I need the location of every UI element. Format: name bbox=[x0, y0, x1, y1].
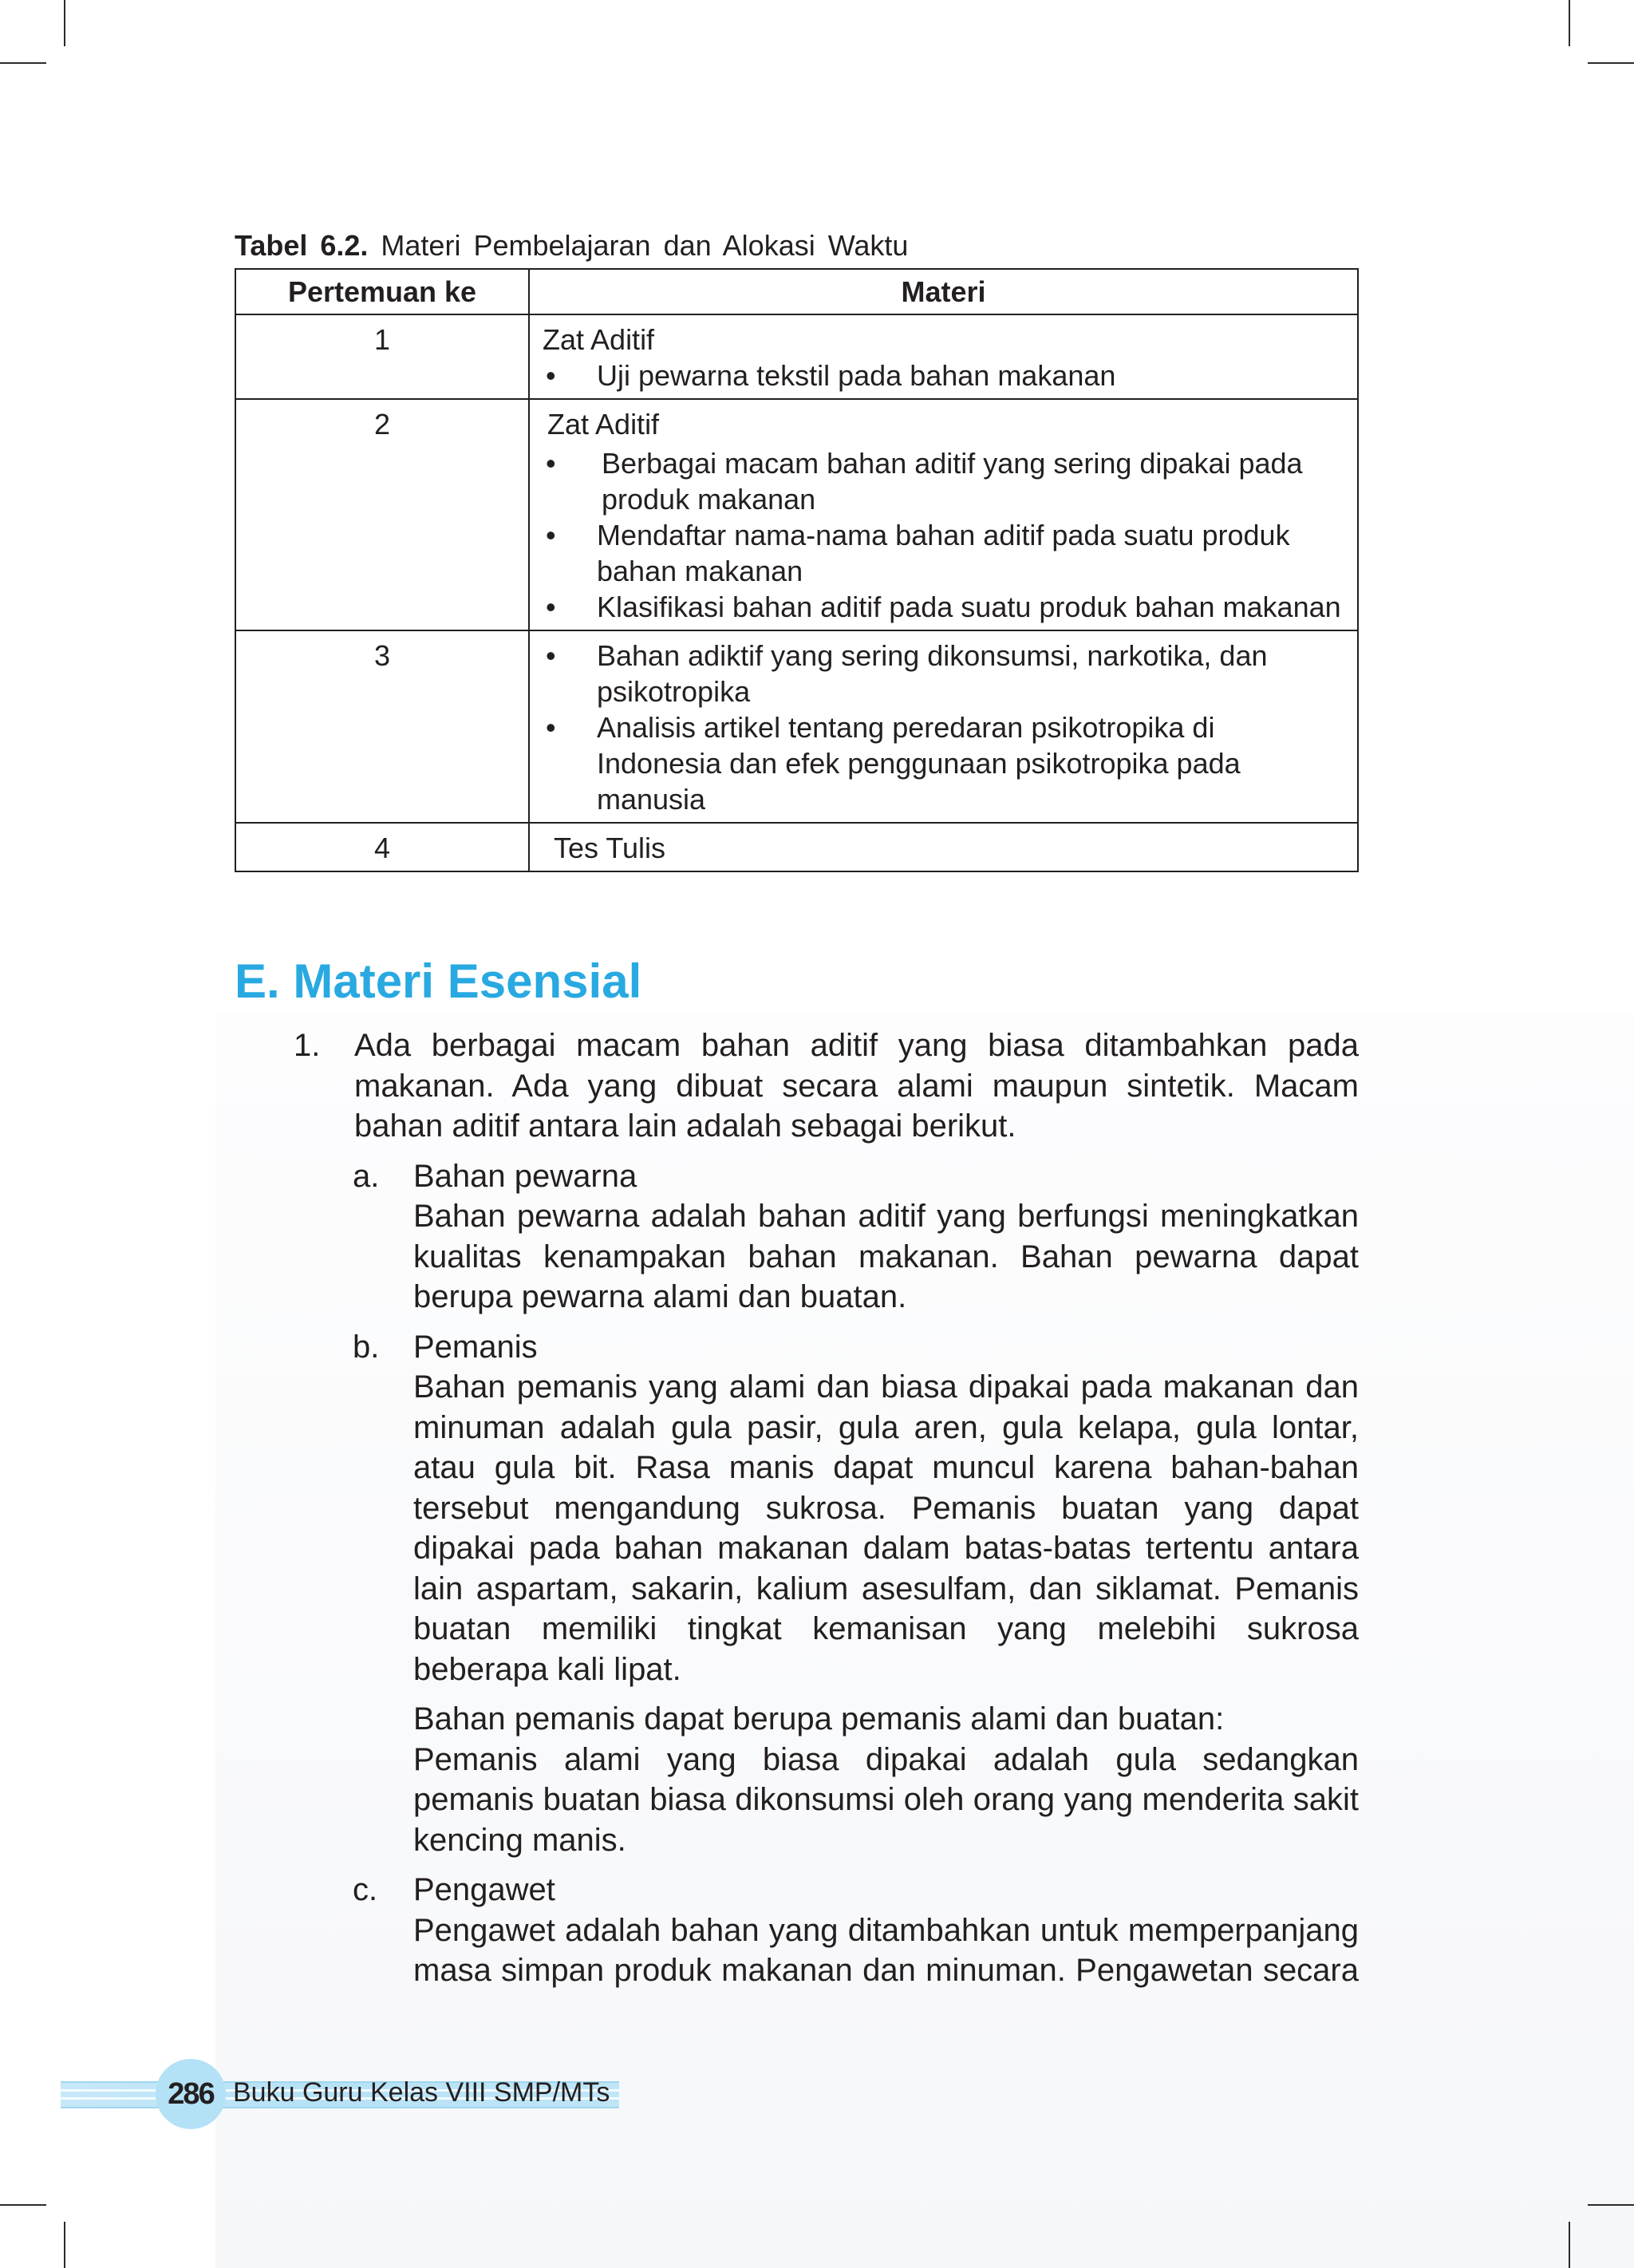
row-number: 4 bbox=[235, 823, 529, 871]
subitem-letter: b. bbox=[353, 1329, 380, 1365]
materi-bullet: • Uji pewarna tekstil pada bahan makanan bbox=[541, 358, 1346, 393]
row-materi bbox=[529, 823, 1358, 871]
subitem-body bbox=[413, 1156, 1359, 1318]
bullet-icon: • bbox=[546, 711, 556, 744]
lesson-schedule-table bbox=[235, 268, 1359, 872]
subitem-paragraph: Bahan pewarna adalah bahan aditif yang berfungsi meningkatkan kualitas kenampakan bahan makanan. Bahan pewarna dapat berupa pewarna alami dan buatan. bbox=[413, 1199, 1359, 1314]
materi-bullet: • Berbagai macam bahan aditif yang sering dipakai pada produk makanan bbox=[541, 445, 1346, 517]
crop-mark-bottom-left-h bbox=[0, 2204, 46, 2206]
header-pertemuan: Pertemuan ke bbox=[235, 269, 529, 314]
subitem-title: Pengawet bbox=[413, 1872, 555, 1907]
materi-bullet: • Analisis artikel tentang peredaran psikotropika di Indonesia dan efek penggunaan psikotropika pada manusia bbox=[541, 709, 1346, 817]
subitem-paragraph: Pemanis alami yang biasa dipakai adalah gula sedangkan pemanis buatan biasa dikonsumsi oleh orang yang menderita sakit kencing manis. bbox=[413, 1741, 1359, 1858]
subitem-paragraph: Bahan pemanis dapat berupa pemanis alami dan buatan: bbox=[413, 1701, 1225, 1737]
subitem-paragraph: Bahan pemanis yang alami dan biasa dipakai pada makanan dan minuman adalah gula pasir, gula aren, gula kelapa, gula lontar, atau gula bit. Rasa manis dapat muncul karena bahan-bahan tersebut mengandung sukrosa. Pemanis buatan yang dapat dipakai pada bahan makanan dalam batas-batas tertentu antara lain aspartam, sakarin, kalium asesulfam, dan siklamat. Pemanis buatan memiliki tingkat kemanisan yang melebihi sukrosa beberapa kali lipat. bbox=[413, 1369, 1359, 1687]
table-header-row bbox=[235, 269, 1358, 314]
subitem-paragraph: Pengawet adalah bahan yang ditambahkan untuk memperpanjang masa simpan produk makanan dan minuman. Pengawetan secara bbox=[413, 1912, 1359, 1988]
materi-title: Tes Tulis bbox=[554, 832, 666, 864]
materi-bullet: • Klasifikasi bahan aditif pada suatu produk bahan makanan bbox=[541, 589, 1346, 625]
materi-title: Zat Aditif bbox=[543, 323, 655, 356]
table-row bbox=[235, 399, 1358, 630]
crop-mark-top-left-v bbox=[64, 0, 65, 46]
table-caption-text: Materi Pembelajaran dan Alokasi Waktu bbox=[381, 229, 909, 262]
materi-title: Zat Aditif bbox=[547, 408, 660, 441]
subitem-b bbox=[353, 1327, 1359, 1861]
bullet-icon: • bbox=[546, 591, 556, 623]
materi-bullet: • Mendaftar nama-nama bahan aditif pada suatu produk bahan makanan bbox=[541, 517, 1346, 589]
table-row bbox=[235, 314, 1358, 399]
bullet-icon: • bbox=[546, 359, 556, 392]
subitem-body bbox=[413, 1870, 1359, 1991]
item-number: 1. bbox=[294, 1028, 321, 1063]
row-number: 3 bbox=[235, 630, 529, 823]
section-content bbox=[294, 1025, 1359, 1991]
list-item bbox=[294, 1025, 1359, 1991]
row-materi bbox=[529, 314, 1358, 399]
subitem-title: Pemanis bbox=[413, 1329, 538, 1365]
crop-mark-bottom-right-h bbox=[1588, 2204, 1634, 2206]
subitem-letter: c. bbox=[353, 1872, 378, 1907]
table-caption bbox=[235, 228, 908, 263]
page-number: 286 bbox=[168, 2077, 214, 2111]
crop-mark-top-right-h bbox=[1588, 62, 1634, 64]
row-number: 2 bbox=[235, 399, 529, 630]
materi-bullet: • Bahan adiktif yang sering dikonsumsi, narkotika, dan psikotropika bbox=[541, 638, 1346, 709]
bullet-icon: • bbox=[546, 447, 556, 480]
subitem-c bbox=[353, 1870, 1359, 1991]
item-intro: Ada berbagai macam bahan aditif yang biasa ditambahkan pada makanan. Ada yang dibuat secara alami maupun sintetik. Macam bahan aditif antara lain adalah sebagai berikut. bbox=[354, 1028, 1359, 1144]
subitem-body bbox=[413, 1327, 1359, 1861]
row-materi bbox=[529, 399, 1358, 630]
crop-mark-bottom-right-v bbox=[1569, 2222, 1570, 2268]
row-number: 1 bbox=[235, 314, 529, 399]
subitem-a bbox=[353, 1156, 1359, 1318]
table-caption-label: Tabel 6.2. bbox=[235, 229, 369, 262]
bullet-icon: • bbox=[546, 519, 556, 551]
item-body bbox=[354, 1025, 1359, 1991]
table-row bbox=[235, 630, 1358, 823]
bullet-icon: • bbox=[546, 639, 556, 672]
section-title: E. Materi Esensial bbox=[235, 954, 642, 1008]
header-materi: Materi bbox=[529, 269, 1358, 314]
crop-mark-bottom-left-v bbox=[64, 2222, 65, 2268]
table-row bbox=[235, 823, 1358, 871]
subitem-letter: a. bbox=[353, 1158, 380, 1194]
crop-mark-top-left-h bbox=[0, 62, 46, 64]
subitem-title: Bahan pewarna bbox=[413, 1158, 637, 1194]
row-materi bbox=[529, 630, 1358, 823]
footer-book-title: Buku Guru Kelas VIII SMP/MTs bbox=[233, 2077, 610, 2108]
crop-mark-top-right-v bbox=[1569, 0, 1570, 46]
